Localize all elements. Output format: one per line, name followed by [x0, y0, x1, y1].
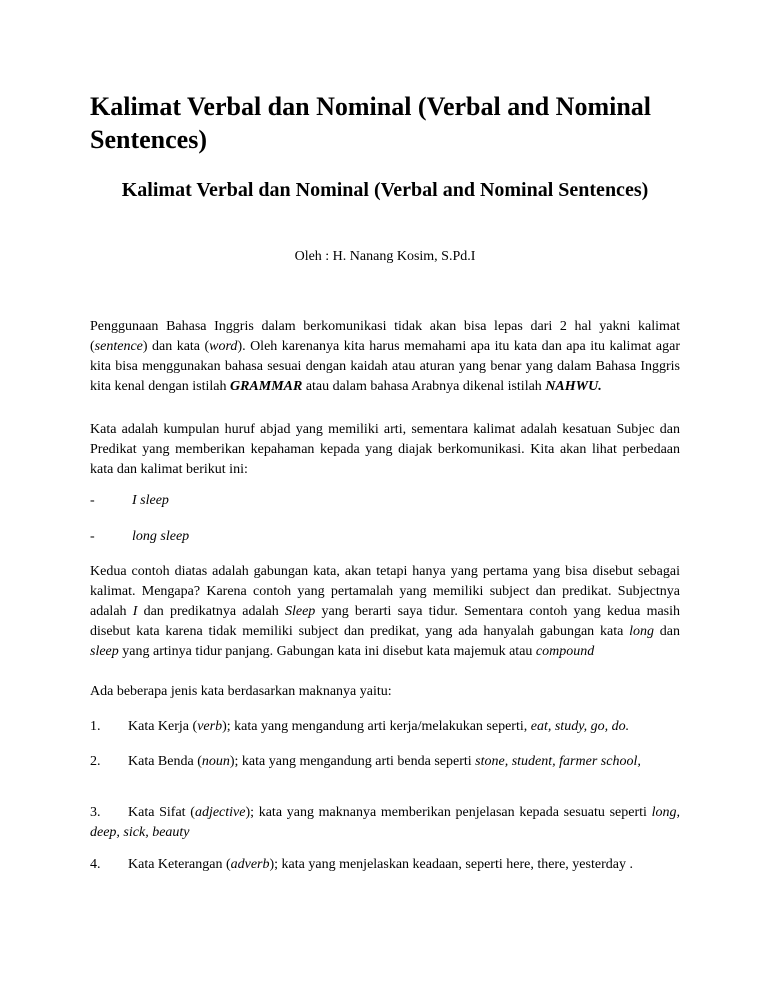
paragraph-explanation: Kedua contoh diatas adalah gabungan kata, akan tetapi hanya yang pertama yang bisa disebut sebagai kalimat. Mengapa? Karena contoh yang pertamalah yang memiliki subject dan predikat. Subjectnya adalah I dan predikatnya adalah Sleep yang berarti saya tidur. Sementara contoh yang kedua masih disebut kata karena tidak memiliki subject dan predikat, yang ada hanyalah gabungan kata long dan sleep yang artinya tidur panjang. Gabungan kata ini disebut kata majemuk atau compound [90, 564, 681, 659]
list-item: 3. Kata Sifat (adjective); kata yang maknanya memberikan penjelasan kepada sesuatu seperti long, deep, sick, beauty [90, 805, 681, 840]
example-item: - I sleep [90, 493, 169, 508]
paragraph-word-types: Ada beberapa jenis kata berdasarkan maknanya yaitu: [90, 684, 392, 699]
list-item: 4. Kata Keterangan (adverb); kata yang menjelaskan keadaan, seperti here, there, yesterday . [90, 857, 633, 872]
list-item: 2. Kata Benda (noun); kata yang mengandung arti benda seperti stone, student, farmer school, [90, 754, 641, 769]
paragraph-intro: Penggunaan Bahasa Inggris dalam berkomunikasi tidak akan bisa lepas dari 2 hal yakni kalimat (sentence) dan kata (word). Oleh karenanya kita harus memahami apa itu kata dan apa itu kalimat agar kita bisa menggunakan bahasa sesuai dengan kaidah atau aturan yang benar yang dalam Bahasa Inggris kita kenal dengan istilah GRAMMAR atau dalam bahasa Arabnya dikenal istilah NAHWU. [90, 319, 681, 394]
author-line: Oleh : H. Nanang Kosim, S.Pd.I [294, 249, 476, 264]
document-title: Kalimat Verbal dan Nominal (Verbal and Nominal Sentences) [90, 92, 652, 154]
document-subtitle: Kalimat Verbal dan Nominal (Verbal and Nominal Sentences) [121, 179, 649, 201]
example-item: - long sleep [90, 529, 190, 544]
paragraph-definition: Kata adalah kumpulan huruf abjad yang memiliki arti, sementara kalimat adalah kesatuan Subjec dan Predikat yang memberikan kepahaman kepada yang diajak berkomunikasi. Kita akan lihat perbedaan kata dan kalimat berikut ini: [90, 422, 680, 477]
list-item: 1. Kata Kerja (verb); kata yang mengandung arti kerja/melakukan seperti, eat, study, go, do. [90, 719, 630, 734]
